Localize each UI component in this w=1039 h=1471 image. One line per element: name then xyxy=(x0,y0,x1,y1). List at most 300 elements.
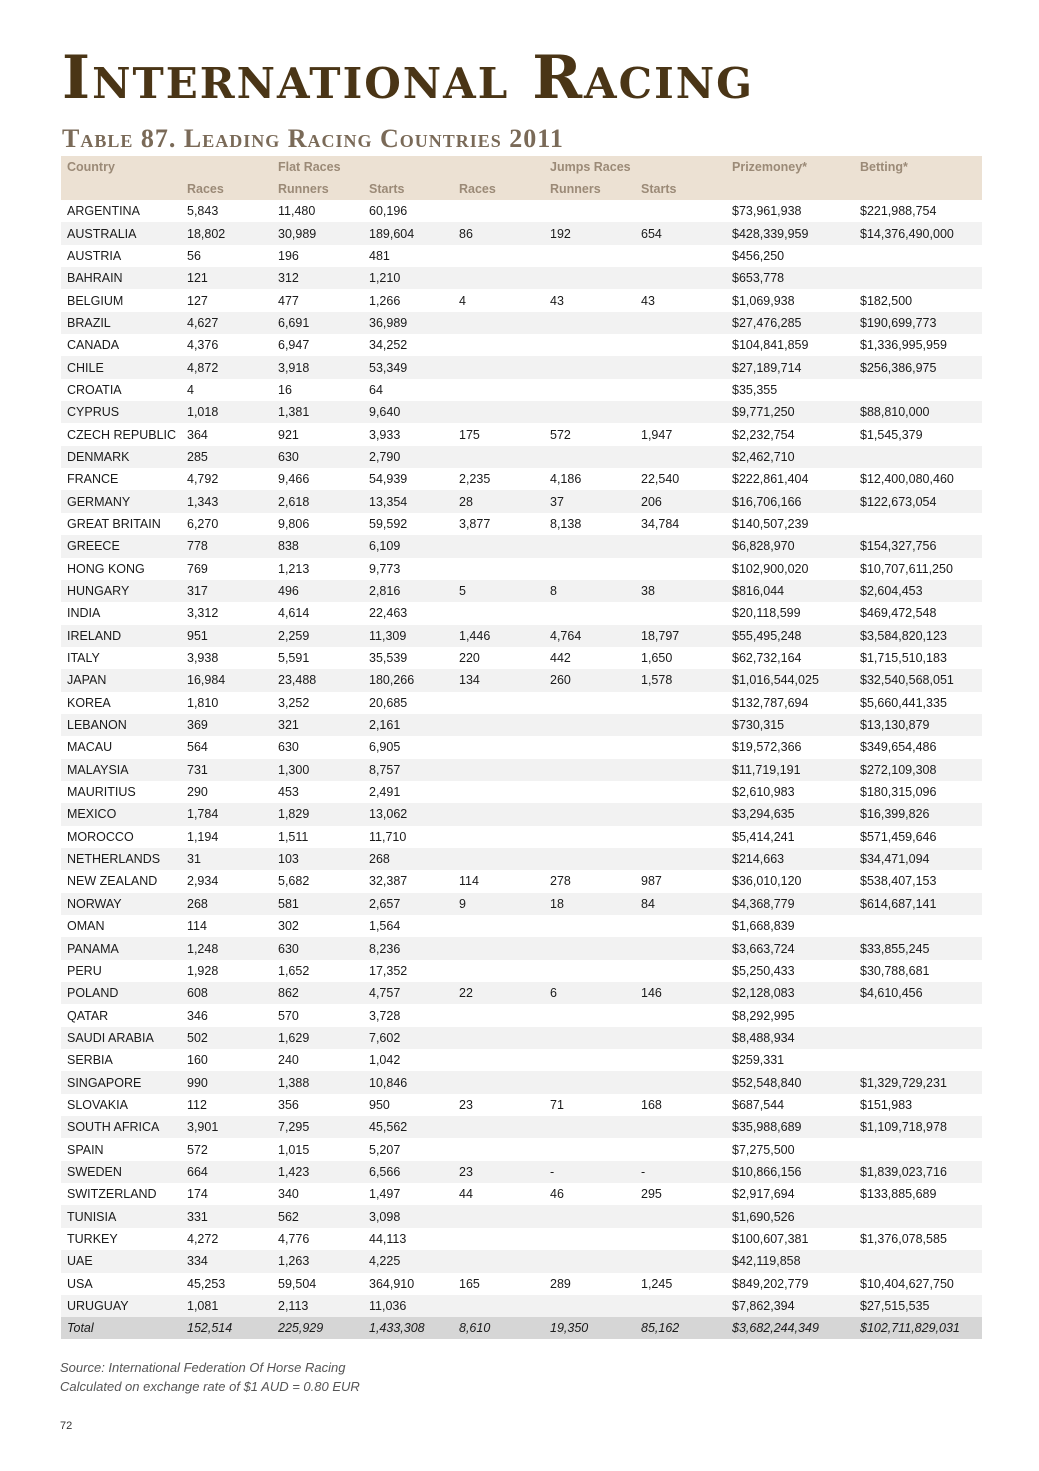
table-row xyxy=(61,848,982,870)
table-row xyxy=(61,647,982,669)
country-cell: POLAND xyxy=(67,986,119,1001)
header-empty xyxy=(726,178,854,200)
table-cell: $456,250 xyxy=(732,248,785,263)
table-cell: $13,130,879 xyxy=(860,718,930,733)
table-cell xyxy=(544,379,635,401)
table-row xyxy=(61,1250,982,1272)
country-cell: LEBANON xyxy=(67,718,127,733)
total-row xyxy=(61,1317,982,1339)
table-row xyxy=(61,1071,982,1093)
table-cell: $133,885,689 xyxy=(860,1187,937,1202)
table-cell: 9,640 xyxy=(369,405,401,420)
table-cell: 46 xyxy=(550,1187,564,1202)
country-cell: CANADA xyxy=(67,338,120,353)
table-cell: 502 xyxy=(187,1030,208,1045)
table-cell: 334 xyxy=(187,1254,208,1269)
table-row xyxy=(61,1049,982,1071)
table-cell xyxy=(854,1138,982,1160)
table-cell: 4,776 xyxy=(278,1231,310,1246)
country-cell: NEW ZEALAND xyxy=(67,874,158,889)
table-cell xyxy=(544,714,635,736)
table-cell xyxy=(544,1205,635,1227)
table-cell: 5,207 xyxy=(369,1142,401,1157)
header-flat-starts: Starts xyxy=(369,182,405,196)
table-cell: 165 xyxy=(459,1276,480,1291)
table-cell: $2,128,083 xyxy=(732,986,795,1001)
country-cell: IRELAND xyxy=(67,628,122,643)
table-cell: 369 xyxy=(187,718,208,733)
total-cell: 8,610 xyxy=(459,1321,491,1336)
table-cell: 496 xyxy=(278,584,299,599)
table-cell: 45,253 xyxy=(187,1276,226,1291)
table-cell: 1,210 xyxy=(369,271,401,286)
table-cell: 356 xyxy=(278,1097,299,1112)
table-cell xyxy=(544,1049,635,1071)
table-cell xyxy=(854,915,982,937)
table-cell xyxy=(544,1228,635,1250)
table-cell: $151,983 xyxy=(860,1097,913,1112)
table-row xyxy=(61,982,982,1004)
table-cell xyxy=(544,312,635,334)
table-cell xyxy=(453,1027,544,1049)
table-row xyxy=(61,1183,982,1205)
table-cell: 60,196 xyxy=(369,204,408,219)
table-cell xyxy=(635,1250,726,1272)
table-cell: 160 xyxy=(187,1053,208,1068)
country-cell: GREAT BRITAIN xyxy=(67,516,161,531)
table-cell: 1,650 xyxy=(641,651,673,666)
table-cell: $571,459,646 xyxy=(860,829,937,844)
table-cell: $12,400,080,460 xyxy=(860,472,954,487)
table-cell: 32,387 xyxy=(369,874,408,889)
header-empty xyxy=(181,156,272,178)
table-cell: 295 xyxy=(641,1187,662,1202)
table-cell: 581 xyxy=(278,896,299,911)
table-cell: 2,657 xyxy=(369,896,401,911)
table-cell: 43 xyxy=(641,293,655,308)
table-cell xyxy=(453,200,544,222)
table-cell xyxy=(635,759,726,781)
table-cell: $9,771,250 xyxy=(732,405,795,420)
table-cell: 4,872 xyxy=(187,360,219,375)
table-cell: $730,315 xyxy=(732,718,785,733)
table-cell: 572 xyxy=(550,427,571,442)
table-cell xyxy=(854,245,982,267)
table-cell: $36,010,120 xyxy=(732,874,802,889)
total-cell: 1,433,308 xyxy=(369,1321,425,1336)
table-cell: $1,839,023,716 xyxy=(860,1164,947,1179)
table-cell: 921 xyxy=(278,427,299,442)
table-cell: 168 xyxy=(641,1097,662,1112)
table-title: Table 87. Leading Racing Countries 2011 xyxy=(62,124,564,153)
table-cell: $35,355 xyxy=(732,382,778,397)
table-cell: 1,564 xyxy=(369,919,401,934)
total-cell: 85,162 xyxy=(641,1321,680,1336)
country-cell: SWITZERLAND xyxy=(67,1187,157,1202)
table-cell: 1,081 xyxy=(187,1299,219,1314)
table-cell: $1,690,526 xyxy=(732,1209,795,1224)
header-empty xyxy=(854,178,982,200)
table-cell: 37 xyxy=(550,494,564,509)
country-cell: BELGIUM xyxy=(67,293,124,308)
table-cell: 2,816 xyxy=(369,584,401,599)
table-cell: $1,109,718,978 xyxy=(860,1120,947,1135)
header-row-groups xyxy=(61,156,982,178)
table-cell: 11,036 xyxy=(369,1299,407,1314)
table-cell: 364 xyxy=(187,427,208,442)
table-cell xyxy=(635,356,726,378)
table-cell: 1,578 xyxy=(641,673,673,688)
header-prizemoney: Prizemoney* xyxy=(732,160,808,174)
table-cell: 8,236 xyxy=(369,941,401,956)
table-cell: 121 xyxy=(187,271,208,286)
table-cell: 5,682 xyxy=(278,874,310,889)
table-cell: $27,476,285 xyxy=(732,315,802,330)
table-cell: 9,806 xyxy=(278,516,310,531)
table-cell: $104,841,859 xyxy=(732,338,809,353)
table-cell: 302 xyxy=(278,919,299,934)
table-row xyxy=(61,1161,982,1183)
table-cell xyxy=(635,1027,726,1049)
table-cell: $8,488,934 xyxy=(732,1030,795,1045)
table-cell: $32,540,568,051 xyxy=(860,673,954,688)
table-cell: $6,828,970 xyxy=(732,539,795,554)
table-cell: $16,706,166 xyxy=(732,494,802,509)
table-cell: 4,272 xyxy=(187,1231,219,1246)
table-cell: $2,610,983 xyxy=(732,785,795,800)
table-cell: $3,584,820,123 xyxy=(860,628,947,643)
table-cell: $5,414,241 xyxy=(732,829,795,844)
table-cell: 2,235 xyxy=(459,472,491,487)
racing-countries-table xyxy=(61,156,982,1339)
table-cell: 1,810 xyxy=(187,695,219,710)
table-cell: 2,790 xyxy=(369,449,401,464)
table-cell: 84 xyxy=(641,896,655,911)
header-empty xyxy=(453,156,544,178)
table-cell: - xyxy=(641,1164,646,1179)
table-cell: 1,213 xyxy=(278,561,310,576)
table-cell xyxy=(635,535,726,557)
table-cell xyxy=(453,826,544,848)
country-cell: AUSTRALIA xyxy=(67,226,137,241)
table-cell: 6,109 xyxy=(369,539,401,554)
table-cell xyxy=(453,401,544,423)
table-cell: 3,728 xyxy=(369,1008,401,1023)
total-cell: $102,711,829,031 xyxy=(860,1321,960,1336)
table-cell: 3,938 xyxy=(187,651,219,666)
table-cell xyxy=(453,1071,544,1093)
table-cell xyxy=(544,245,635,267)
table-cell: 1,423 xyxy=(278,1164,310,1179)
table-cell: 477 xyxy=(278,293,299,308)
table-cell xyxy=(635,1205,726,1227)
table-cell: $614,687,141 xyxy=(860,896,937,911)
table-cell: 174 xyxy=(187,1187,208,1202)
table-cell: 564 xyxy=(187,740,208,755)
table-cell: 346 xyxy=(187,1008,208,1023)
country-cell: CHILE xyxy=(67,360,104,375)
table-cell: $4,610,456 xyxy=(860,986,923,1001)
table-cell: 331 xyxy=(187,1209,208,1224)
table-cell: 268 xyxy=(369,852,390,867)
table-cell: $1,016,544,025 xyxy=(732,673,819,688)
table-row xyxy=(61,379,982,401)
table-cell: 31 xyxy=(187,852,201,867)
table-cell: 6 xyxy=(550,986,557,1001)
table-cell: 950 xyxy=(369,1097,390,1112)
table-row xyxy=(61,558,982,580)
table-cell xyxy=(453,267,544,289)
table-cell xyxy=(854,1027,982,1049)
table-cell: 103 xyxy=(278,852,299,867)
table-row xyxy=(61,625,982,647)
table-cell: 8,757 xyxy=(369,762,401,777)
table-cell: $1,336,995,959 xyxy=(860,338,947,353)
country-cell: USA xyxy=(67,1276,93,1291)
table-cell: 10,846 xyxy=(369,1075,408,1090)
table-cell: 146 xyxy=(641,986,662,1001)
table-cell: 3,312 xyxy=(187,606,219,621)
table-cell: 23,488 xyxy=(278,673,317,688)
country-cell: HONG KONG xyxy=(67,561,145,576)
table-cell xyxy=(544,446,635,468)
table-row xyxy=(61,915,982,937)
table-cell: 1,194 xyxy=(187,829,219,844)
table-cell: 59,504 xyxy=(278,1276,317,1291)
table-row xyxy=(61,714,982,736)
table-cell: 196 xyxy=(278,248,299,263)
table-row xyxy=(61,423,982,445)
table-cell xyxy=(635,558,726,580)
table-cell: 13,062 xyxy=(369,807,408,822)
table-cell: 1,042 xyxy=(369,1053,401,1068)
table-cell: 1,018 xyxy=(187,405,219,420)
table-row xyxy=(61,580,982,602)
table-cell xyxy=(544,1027,635,1049)
table-cell xyxy=(635,334,726,356)
table-cell: 778 xyxy=(187,539,208,554)
table-row xyxy=(61,937,982,959)
table-cell: 7,602 xyxy=(369,1030,401,1045)
table-cell: 364,910 xyxy=(369,1276,415,1291)
table-cell: 289 xyxy=(550,1276,571,1291)
table-cell xyxy=(635,848,726,870)
total-cell: 225,929 xyxy=(278,1321,324,1336)
table-cell: 4,225 xyxy=(369,1254,401,1269)
table-row xyxy=(61,490,982,512)
table-cell xyxy=(544,1116,635,1138)
table-cell xyxy=(453,356,544,378)
table-row xyxy=(61,893,982,915)
table-cell: 9,466 xyxy=(278,472,310,487)
table-cell: 1,343 xyxy=(187,494,219,509)
table-cell xyxy=(544,803,635,825)
header-empty xyxy=(61,178,181,200)
table-row xyxy=(61,222,982,244)
table-cell: 18,797 xyxy=(641,628,680,643)
table-cell: 630 xyxy=(278,941,299,956)
table-cell xyxy=(453,915,544,937)
table-cell: $653,778 xyxy=(732,271,785,286)
table-cell: 453 xyxy=(278,785,299,800)
table-cell: 838 xyxy=(278,539,299,554)
table-cell: $11,719,191 xyxy=(732,762,801,777)
table-cell: 6,905 xyxy=(369,740,401,755)
table-cell: $428,339,959 xyxy=(732,226,809,241)
table-cell: - xyxy=(550,1164,555,1179)
table-cell xyxy=(453,379,544,401)
table-cell: $55,495,248 xyxy=(732,628,802,643)
table-row xyxy=(61,759,982,781)
table-cell: $272,109,308 xyxy=(860,762,937,777)
country-cell: MAURITIUS xyxy=(67,785,136,800)
table-cell xyxy=(635,245,726,267)
country-cell: PANAMA xyxy=(67,941,119,956)
table-row xyxy=(61,1273,982,1295)
table-cell xyxy=(635,803,726,825)
table-cell: $2,604,453 xyxy=(860,584,923,599)
table-row xyxy=(61,245,982,267)
table-cell: 127 xyxy=(187,293,208,308)
table-cell: 18,802 xyxy=(187,226,226,241)
table-cell xyxy=(544,692,635,714)
total-cell: 152,514 xyxy=(187,1321,233,1336)
country-cell: JAPAN xyxy=(67,673,107,688)
table-cell: 260 xyxy=(550,673,571,688)
country-cell: PERU xyxy=(67,963,102,978)
table-row xyxy=(61,602,982,624)
table-cell: $35,988,689 xyxy=(732,1120,802,1135)
table-cell: 1,829 xyxy=(278,807,310,822)
table-cell: $20,118,599 xyxy=(732,606,801,621)
table-cell: 44 xyxy=(459,1187,473,1202)
table-cell: 990 xyxy=(187,1075,208,1090)
exchange-rate-note: Calculated on exchange rate of $1 AUD = 0.80 EUR xyxy=(60,1379,360,1394)
header-country: Country xyxy=(67,160,115,174)
table-cell: 43 xyxy=(550,293,564,308)
header-flat-runners: Runners xyxy=(278,182,329,196)
table-cell: 731 xyxy=(187,762,208,777)
table-cell: 5,591 xyxy=(278,651,310,666)
table-cell xyxy=(635,1004,726,1026)
table-cell: 9,773 xyxy=(369,561,401,576)
table-cell: 2,618 xyxy=(278,494,310,509)
country-cell: SINGAPORE xyxy=(67,1075,142,1090)
table-cell: $180,315,096 xyxy=(860,785,937,800)
country-cell: CROATIA xyxy=(67,382,122,397)
table-cell: 11,480 xyxy=(278,204,316,219)
table-cell: $2,462,710 xyxy=(732,449,795,464)
header-jumps-runners: Runners xyxy=(550,182,601,196)
table-cell xyxy=(453,1138,544,1160)
table-cell xyxy=(635,379,726,401)
table-cell: 1,388 xyxy=(278,1075,310,1090)
table-cell: 64 xyxy=(369,382,383,397)
table-cell: 1,652 xyxy=(278,963,310,978)
header-flat-races: Flat Races xyxy=(278,160,341,174)
table-cell xyxy=(635,1071,726,1093)
table-cell: $849,202,779 xyxy=(732,1276,809,1291)
table-cell xyxy=(635,401,726,423)
table-cell: 71 xyxy=(550,1097,564,1112)
country-cell: HUNGARY xyxy=(67,584,130,599)
header-row-sub xyxy=(61,178,982,200)
table-cell: 22,463 xyxy=(369,606,408,621)
table-cell xyxy=(544,267,635,289)
country-cell: MACAU xyxy=(67,740,113,755)
table-cell: 11,710 xyxy=(369,829,407,844)
table-cell: 2,934 xyxy=(187,874,219,889)
table-cell: $10,707,611,250 xyxy=(860,561,953,576)
table-cell xyxy=(453,245,544,267)
table-cell: 2,491 xyxy=(369,785,401,800)
table-cell xyxy=(854,446,982,468)
table-cell: 1,381 xyxy=(278,405,310,420)
table-cell: 16,984 xyxy=(187,673,226,688)
table-cell: $538,407,153 xyxy=(860,874,937,889)
table-cell: 240 xyxy=(278,1053,299,1068)
table-cell xyxy=(453,446,544,468)
table-row xyxy=(61,960,982,982)
table-cell: $14,376,490,000 xyxy=(860,226,954,241)
table-cell: 1,629 xyxy=(278,1030,310,1045)
table-row xyxy=(61,200,982,222)
table-cell: 35,539 xyxy=(369,651,408,666)
table-cell xyxy=(854,1004,982,1026)
table-cell: $2,232,754 xyxy=(732,427,795,442)
table-cell xyxy=(854,379,982,401)
table-cell xyxy=(854,1250,982,1272)
table-cell xyxy=(854,1049,982,1071)
table-cell xyxy=(453,960,544,982)
table-cell: $256,386,975 xyxy=(860,360,937,375)
table-cell: 1,497 xyxy=(369,1187,401,1202)
table-cell xyxy=(544,334,635,356)
table-cell xyxy=(544,558,635,580)
country-cell: OMAN xyxy=(67,919,105,934)
table-cell: 2,161 xyxy=(369,718,401,733)
table-cell: 7,295 xyxy=(278,1120,310,1135)
table-cell: 34,784 xyxy=(641,516,680,531)
table-row xyxy=(61,289,982,311)
table-cell xyxy=(635,781,726,803)
table-cell: 38 xyxy=(641,584,655,599)
table-cell: 13,354 xyxy=(369,494,408,509)
country-cell: TUNISIA xyxy=(67,1209,117,1224)
table-cell: 1,511 xyxy=(278,829,309,844)
table-cell: $10,866,156 xyxy=(732,1164,802,1179)
table-cell xyxy=(635,826,726,848)
table-cell: $222,861,404 xyxy=(732,472,809,487)
table-cell xyxy=(635,1228,726,1250)
table-cell: $349,654,486 xyxy=(860,740,937,755)
table-cell: 36,989 xyxy=(369,315,408,330)
table-cell: 112 xyxy=(187,1097,207,1112)
table-cell xyxy=(544,1071,635,1093)
table-cell xyxy=(453,1295,544,1317)
table-cell: 1,266 xyxy=(369,293,401,308)
table-cell xyxy=(635,937,726,959)
table-cell: $469,472,548 xyxy=(860,606,937,621)
table-cell: $816,044 xyxy=(732,584,785,599)
table-cell: 290 xyxy=(187,785,208,800)
table-cell xyxy=(854,513,982,535)
page-number: 72 xyxy=(60,1420,73,1432)
table-cell: 23 xyxy=(459,1097,473,1112)
table-cell xyxy=(453,1250,544,1272)
country-cell: KOREA xyxy=(67,695,111,710)
table-cell: 3,098 xyxy=(369,1209,401,1224)
